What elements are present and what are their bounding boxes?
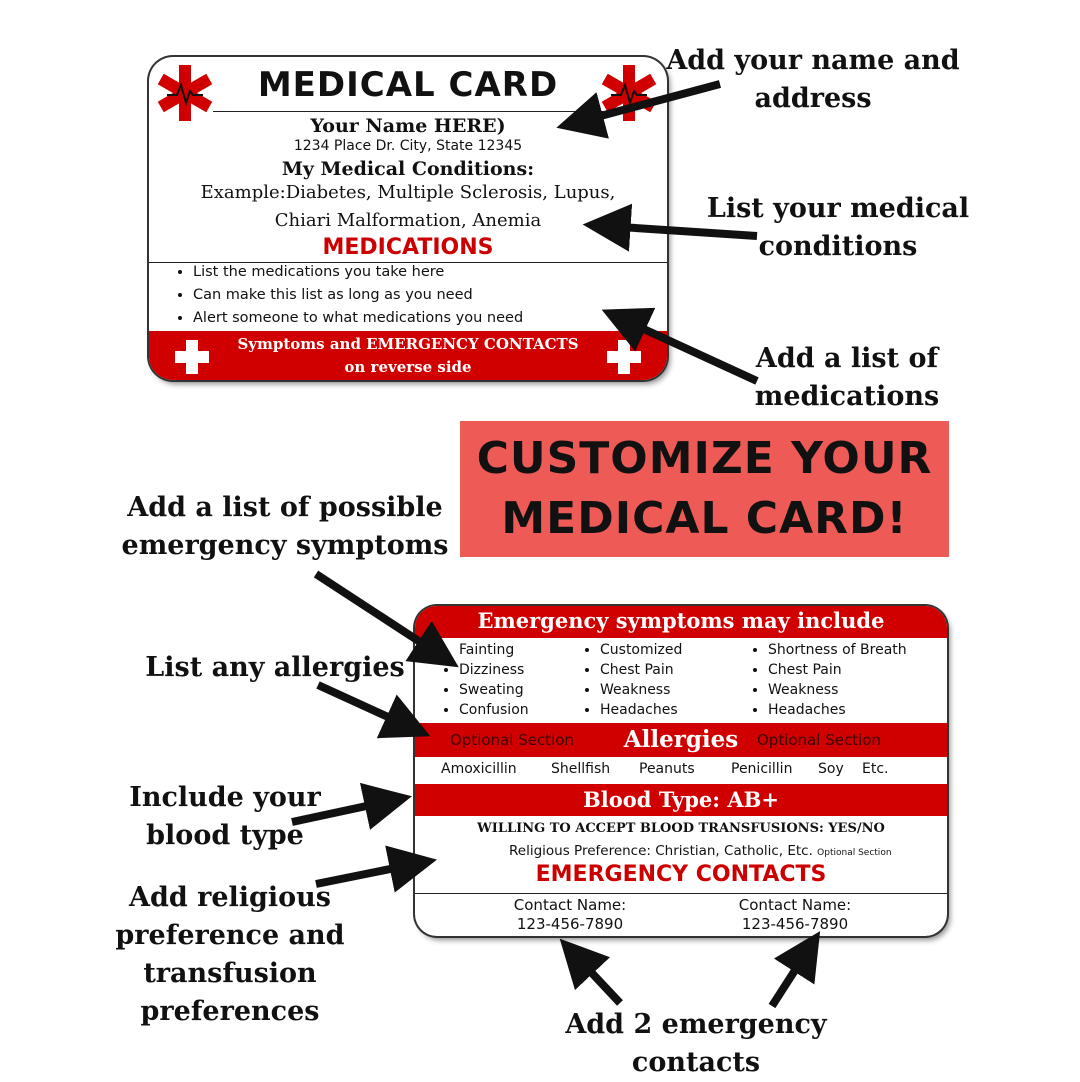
- note-conditions: [703, 190, 973, 266]
- card-name: Your Name HERE): [310, 115, 506, 137]
- card-footer: [149, 331, 667, 380]
- medical-card-back: [415, 606, 947, 936]
- banner-line2: MEDICAL CARD!: [501, 493, 908, 544]
- religious-preference: [509, 843, 892, 859]
- allergy-item: Penicillin: [731, 761, 793, 777]
- note-blood-type-line2: blood type: [146, 820, 304, 851]
- emergency-contact-1: [470, 896, 670, 934]
- note-religious-line2: preference and: [115, 920, 345, 951]
- symptoms-column-3: [751, 640, 907, 720]
- note-symptoms-line2: emergency symptoms: [121, 530, 449, 561]
- list-item: • Weakness: [600, 680, 682, 700]
- symptoms-column-1: [442, 640, 529, 720]
- allergies-heading: Allergies: [623, 726, 739, 753]
- note-allergies-line1: List any allergies: [145, 652, 405, 683]
- list-item: • Dizziness: [459, 660, 529, 680]
- note-religious-line1: Add religious: [129, 882, 331, 913]
- list-item: • List the medications you take here: [193, 261, 523, 284]
- allergy-item: Peanuts: [639, 761, 695, 777]
- allergies-bar: [415, 723, 947, 757]
- allergy-item: Soy: [818, 761, 844, 777]
- note-contacts-line2: contacts: [631, 1047, 761, 1078]
- title-divider: [213, 111, 603, 112]
- note-medications: [737, 340, 957, 416]
- note-allergies: [130, 649, 420, 687]
- allergy-item: Etc.: [862, 761, 889, 777]
- arrow-contact-2: [772, 950, 808, 1006]
- note-religious: [100, 879, 360, 1031]
- religious-optional-label: Optional Section: [817, 848, 892, 858]
- note-medications-line1: Add a list of: [755, 343, 939, 374]
- note-blood-type: [110, 779, 340, 855]
- banner-line1: CUSTOMIZE YOUR: [476, 433, 933, 484]
- conditions-heading: My Medical Conditions:: [281, 158, 535, 180]
- list-item: • Sweating: [459, 680, 529, 700]
- note-name-address-line1: Add your name and: [666, 45, 960, 76]
- transfusion-preference: WILLING TO ACCEPT BLOOD TRANSFUSIONS: YES/NO: [477, 821, 885, 836]
- note-conditions-line2: conditions: [758, 231, 918, 262]
- note-religious-line4: preferences: [140, 996, 320, 1027]
- contact-label: Contact Name:: [738, 896, 852, 914]
- note-contacts: [555, 1006, 837, 1082]
- note-medications-line2: medications: [754, 381, 940, 412]
- note-symptoms: [105, 489, 465, 565]
- list-item: • Confusion: [459, 700, 529, 720]
- contact-phone: 123-456-7890: [741, 915, 849, 933]
- emergency-contacts-heading: EMERGENCY CONTACTS: [535, 862, 827, 887]
- list-item: • Chest Pain: [768, 660, 907, 680]
- medications-list: [175, 261, 523, 330]
- note-contacts-line1: Add 2 emergency: [565, 1009, 827, 1040]
- allergy-item: Amoxicillin: [441, 761, 517, 777]
- medications-heading: MEDICATIONS: [322, 235, 494, 260]
- emergency-contact-2: [695, 896, 895, 934]
- customize-banner: [460, 421, 949, 557]
- note-symptoms-line1: Add a list of possible: [127, 492, 443, 523]
- list-item: • Headaches: [600, 700, 682, 720]
- note-name-address: [663, 42, 963, 118]
- symptoms-heading: Emergency symptoms may include: [415, 606, 947, 638]
- conditions-line1: Example:Diabetes, Multiple Sclerosis, Lupus,: [200, 182, 616, 203]
- symptoms-column-2: [583, 640, 682, 720]
- list-item: • Shortness of Breath: [768, 640, 907, 660]
- list-item: • Chest Pain: [600, 660, 682, 680]
- optional-label-left: Optional Section: [450, 731, 574, 749]
- blood-type-bar: Blood Type: AB+: [415, 784, 947, 816]
- footer-line1: Symptoms and EMERGENCY CONTACTS: [237, 335, 579, 353]
- conditions-line2: Chiari Malformation, Anemia: [274, 210, 542, 231]
- card-title: MEDICAL CARD: [257, 65, 559, 105]
- medical-card-front: [149, 57, 667, 380]
- contact-phone: 123-456-7890: [516, 915, 624, 933]
- note-religious-line3: transfusion: [143, 958, 317, 989]
- optional-label-right: Optional Section: [757, 731, 881, 749]
- list-item: • Headaches: [768, 700, 907, 720]
- allergy-item: Shellfish: [551, 761, 611, 777]
- note-conditions-line1: List your medical: [706, 193, 970, 224]
- list-item: • Can make this list as long as you need: [193, 284, 523, 307]
- card-address: 1234 Place Dr. City, State 12345: [293, 138, 523, 154]
- list-item: • Fainting: [459, 640, 529, 660]
- contact-label: Contact Name:: [513, 896, 627, 914]
- note-name-address-line2: address: [754, 83, 872, 114]
- note-blood-type-line1: Include your: [129, 782, 321, 813]
- arrow-allergies: [318, 685, 410, 727]
- list-item: • Customized: [600, 640, 682, 660]
- arrow-contact-1: [575, 955, 620, 1003]
- list-item: • Alert someone to what medications you need: [193, 307, 523, 330]
- list-item: • Weakness: [768, 680, 907, 700]
- footer-line2: on reverse side: [344, 358, 472, 376]
- contacts-divider: [415, 893, 947, 894]
- religious-text: Religious Preference: Christian, Catholic, Etc.: [509, 843, 813, 859]
